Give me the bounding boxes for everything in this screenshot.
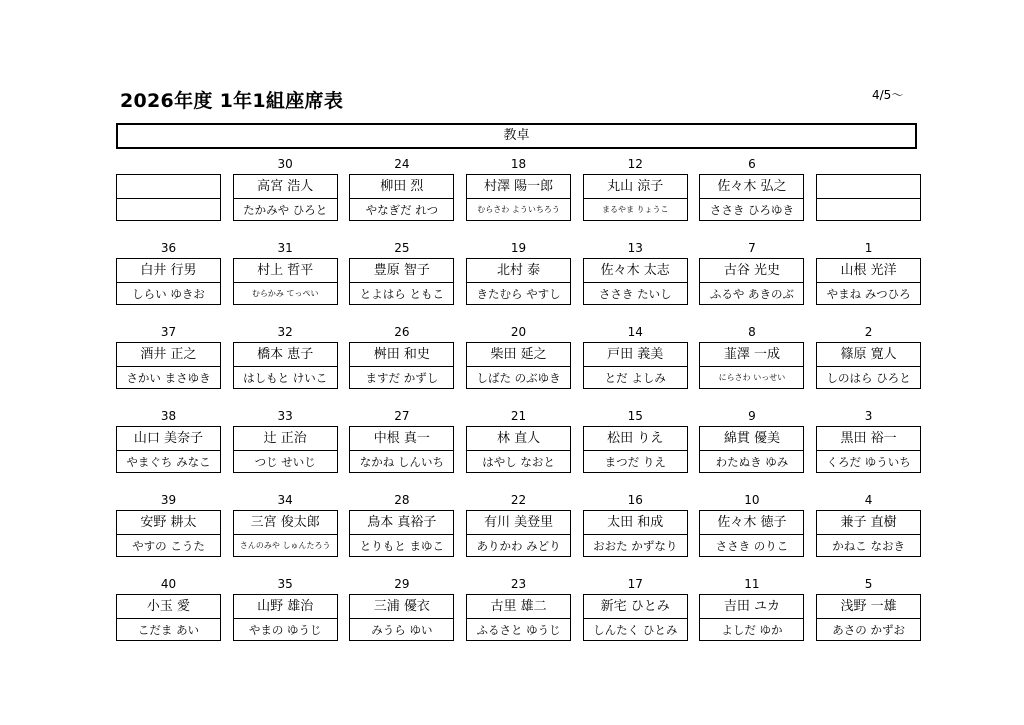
student-name: 山根 光洋 (817, 259, 920, 283)
seat-card (349, 258, 454, 305)
student-name: 韮澤 一成 (700, 343, 803, 367)
seat-number: 4 (864, 493, 873, 507)
student-name: 山口 美奈子 (117, 427, 220, 451)
seat-number: 7 (748, 241, 756, 255)
seat-card (233, 426, 338, 473)
seat (816, 324, 921, 408)
student-name: 松田 りえ (584, 427, 687, 451)
seat-number: 32 (277, 325, 293, 339)
seat-card (699, 258, 804, 305)
student-name: 吉田 ユカ (700, 595, 803, 619)
seat (816, 156, 921, 240)
student-name-kana: たかみや ひろと (243, 203, 328, 217)
seat-card (466, 510, 571, 557)
student-name: 佐々木 太志 (584, 259, 687, 283)
seat-number: 35 (277, 577, 293, 591)
student-name: 新宅 ひとみ (584, 595, 687, 619)
seat-card (699, 510, 804, 557)
seat (583, 408, 688, 492)
student-name-kana: きたむら やすし (476, 287, 561, 301)
seat-card (466, 594, 571, 641)
seat (583, 156, 688, 240)
student-name-kana: やまね みつひろ (826, 287, 911, 301)
seat-card (116, 342, 221, 389)
seat (466, 240, 571, 324)
seat-card (116, 426, 221, 473)
seat (233, 576, 338, 660)
seat (116, 492, 221, 576)
student-name-kana: ささき たいし (598, 287, 672, 301)
seat-number: 39 (160, 493, 177, 507)
seat-number: 30 (277, 157, 293, 171)
student-name-kana: はやし なおと (482, 455, 555, 469)
seat (349, 576, 454, 660)
student-name-kana: なかね しんいち (359, 455, 444, 469)
student-name-kana: わたぬき ゆみ (715, 455, 789, 469)
seat (466, 324, 571, 408)
seat-card (583, 426, 688, 473)
seat-number: 8 (748, 325, 756, 339)
student-name: 篠原 寛人 (817, 343, 920, 367)
seat-number: 26 (394, 325, 410, 339)
seat (349, 240, 454, 324)
student-name: 佐々木 徳子 (700, 511, 803, 535)
seat (699, 408, 804, 492)
student-name: 林 直人 (467, 427, 570, 451)
seat (699, 492, 804, 576)
seat-card (699, 426, 804, 473)
student-name-kana: はしもと けいこ (243, 371, 328, 385)
student-name-kana: まつだ りえ (604, 455, 666, 469)
student-name-kana: むらさわ よういちろう (477, 205, 560, 214)
seat-number: 10 (744, 493, 760, 507)
seat-number: 21 (510, 409, 527, 423)
student-name-kana: しのはら ひろと (826, 371, 911, 385)
seat-number: 29 (394, 577, 410, 591)
student-name-kana: やまの ゆうじ (248, 623, 322, 637)
student-name: 古谷 光史 (700, 259, 803, 283)
seat (699, 156, 804, 240)
seat-number: 37 (160, 325, 177, 339)
student-name (817, 175, 920, 199)
seat (699, 576, 804, 660)
seat (116, 324, 221, 408)
seat-card (466, 426, 571, 473)
student-name: 小玉 愛 (117, 595, 220, 619)
student-name: 兼子 直樹 (817, 511, 920, 535)
seat-number: 36 (160, 241, 177, 255)
student-name: 丸山 涼子 (584, 175, 687, 199)
seat (816, 576, 921, 660)
student-name: 中根 真一 (350, 427, 453, 451)
seat-number: 40 (160, 577, 177, 591)
seat (699, 240, 804, 324)
seat-card (349, 342, 454, 389)
seat-number: 19 (510, 241, 527, 255)
seat-card (349, 426, 454, 473)
student-name-kana: ますだ かずし (365, 371, 439, 385)
student-name-kana: とだ よしみ (604, 371, 666, 385)
seat-number: 5 (864, 577, 873, 591)
student-name: 黒田 裕一 (817, 427, 920, 451)
student-name-kana: やまぐち みなこ (126, 455, 211, 469)
seat (349, 324, 454, 408)
student-name: 太田 和成 (584, 511, 687, 535)
student-name-kana: やすの こうた (132, 539, 205, 553)
student-name (117, 175, 220, 199)
seat-card (116, 174, 221, 221)
seat-number: 38 (160, 409, 177, 423)
seat (349, 492, 454, 576)
seat-card (349, 510, 454, 557)
seat-card (116, 510, 221, 557)
student-name-kana: こだま あい (137, 623, 200, 637)
seat-number: 33 (277, 409, 293, 423)
student-name-kana: ありかわ みどり (476, 539, 561, 553)
student-name: 北村 泰 (467, 259, 570, 283)
student-name-kana: よしだ ゆか (721, 623, 783, 637)
seat-number: 17 (627, 577, 643, 591)
seat-card (349, 174, 454, 221)
student-name-kana: とりもと まゆこ (359, 539, 444, 553)
seat-number: 11 (744, 577, 760, 591)
student-name: 酒井 正之 (117, 343, 220, 367)
seat-card (699, 174, 804, 221)
seat (816, 492, 921, 576)
seat (816, 408, 921, 492)
seat (116, 240, 221, 324)
seat-number: 22 (510, 493, 527, 507)
seat (116, 156, 221, 240)
seat-card (583, 342, 688, 389)
seat-number: 12 (627, 157, 643, 171)
student-name: 安野 耕太 (117, 511, 220, 535)
seat-card (583, 510, 688, 557)
seat-number: 28 (394, 493, 410, 507)
student-name-kana: ふるや あきのぶ (709, 287, 795, 301)
seat-number: 27 (394, 409, 410, 423)
seat-card (583, 174, 688, 221)
student-name: 浅野 一雄 (817, 595, 920, 619)
seat-number: 24 (394, 157, 410, 171)
student-name: 白井 行男 (117, 259, 220, 283)
student-name-kana: くろだ ゆういち (826, 455, 911, 469)
seat-number: 9 (748, 409, 756, 423)
student-name-kana: つじ せいじ (254, 455, 316, 469)
student-name-kana: しらい ゆきお (132, 287, 205, 301)
student-name: 辻 正治 (234, 427, 337, 451)
student-name-kana: ささき ひろゆき (709, 203, 795, 217)
seat (116, 408, 221, 492)
seat-card (816, 174, 921, 221)
student-name: 柳田 烈 (350, 175, 453, 199)
seat-card (233, 510, 338, 557)
teacher-desk: 教卓 (116, 123, 917, 149)
student-name-kana: しばた のぶゆき (476, 371, 561, 385)
seat-card (816, 510, 921, 557)
seat-number: 13 (627, 241, 643, 255)
seat-card (116, 258, 221, 305)
seat (466, 576, 571, 660)
seat (466, 408, 571, 492)
student-name: 綿貫 優美 (700, 427, 803, 451)
seat-card (583, 258, 688, 305)
seat-number: 16 (627, 493, 643, 507)
seat-number: 15 (627, 409, 643, 423)
seat (233, 324, 338, 408)
student-name: 山野 雄治 (234, 595, 337, 619)
seat (583, 240, 688, 324)
student-name-kana: さかい まさゆき (126, 371, 211, 385)
student-name: 高宮 浩人 (234, 175, 337, 199)
seat-number: 18 (510, 157, 527, 171)
seat-card (816, 258, 921, 305)
seat (233, 156, 338, 240)
student-name-kana: かねこ なおき (832, 539, 905, 553)
seat-card (233, 174, 338, 221)
page-title: 2026年度 1年1組座席表 (120, 90, 344, 112)
student-name-kana: おおた かずなり (593, 539, 678, 553)
seat (583, 324, 688, 408)
seat-card (816, 594, 921, 641)
seat (583, 576, 688, 660)
student-name: 柴田 延之 (467, 343, 570, 367)
student-name-kana: むらかみ てっぺい (251, 289, 319, 298)
seat-card (233, 258, 338, 305)
student-name: 戸田 義美 (584, 343, 687, 367)
seat-number: 14 (627, 325, 643, 339)
seat-card (699, 342, 804, 389)
student-name: 豊原 智子 (350, 259, 453, 283)
seat-number: 31 (277, 241, 293, 255)
student-name-kana (817, 199, 920, 221)
seat-number: 6 (748, 157, 756, 171)
seat-card (816, 342, 921, 389)
seat (699, 324, 804, 408)
seat-number: 3 (864, 409, 873, 423)
student-name-kana: みうら ゆい (371, 623, 433, 637)
student-name-kana (117, 199, 220, 221)
seat (233, 408, 338, 492)
seat-card (233, 594, 338, 641)
student-name-kana: やなぎだ れつ (365, 203, 439, 217)
seat-number: 34 (277, 493, 293, 507)
student-name: 村上 哲平 (234, 259, 337, 283)
student-name: 佐々木 弘之 (700, 175, 803, 199)
seat-number: 1 (864, 241, 873, 255)
student-name-kana: ささき のりこ (715, 539, 789, 553)
seat-card (116, 594, 221, 641)
student-name: 三宮 俊太郎 (234, 511, 337, 535)
student-name-kana: ふるさと ゆうじ (476, 623, 561, 637)
seat-card (466, 258, 571, 305)
seat-number: 25 (394, 241, 410, 255)
student-name: 村澤 陽一郎 (467, 175, 570, 199)
student-name-kana: しんたく ひとみ (593, 623, 678, 637)
student-name-kana: まるやま りょうこ (601, 205, 669, 214)
seat-grid (116, 156, 921, 660)
student-name: 古里 雄二 (467, 595, 570, 619)
seat-card (699, 594, 804, 641)
seat-number: 23 (510, 577, 527, 591)
seat-card (583, 594, 688, 641)
seat-card (349, 594, 454, 641)
seat (466, 492, 571, 576)
student-name: 桝田 和史 (350, 343, 453, 367)
seat-card (816, 426, 921, 473)
seat (233, 240, 338, 324)
seat (816, 240, 921, 324)
seat-card (466, 342, 571, 389)
student-name-kana: とよはら ともこ (359, 287, 444, 301)
student-name-kana: さんのみや しゅんたろう (239, 541, 331, 550)
seat (466, 156, 571, 240)
student-name-kana: にらさわ いっせい (718, 373, 786, 382)
seat-number: 20 (510, 325, 527, 339)
student-name: 鳥本 真裕子 (350, 511, 453, 535)
seat-card (466, 174, 571, 221)
seat (233, 492, 338, 576)
seat (349, 156, 454, 240)
seat (583, 492, 688, 576)
student-name: 三浦 優衣 (350, 595, 453, 619)
student-name-kana: あさの かずお (832, 623, 905, 637)
seat-number: 2 (864, 325, 873, 339)
student-name: 橋本 恵子 (234, 343, 337, 367)
seat (349, 408, 454, 492)
student-name: 有川 美登里 (467, 511, 570, 535)
seat (116, 576, 221, 660)
date-range: 4/5～ (872, 88, 904, 102)
seat-card (233, 342, 338, 389)
